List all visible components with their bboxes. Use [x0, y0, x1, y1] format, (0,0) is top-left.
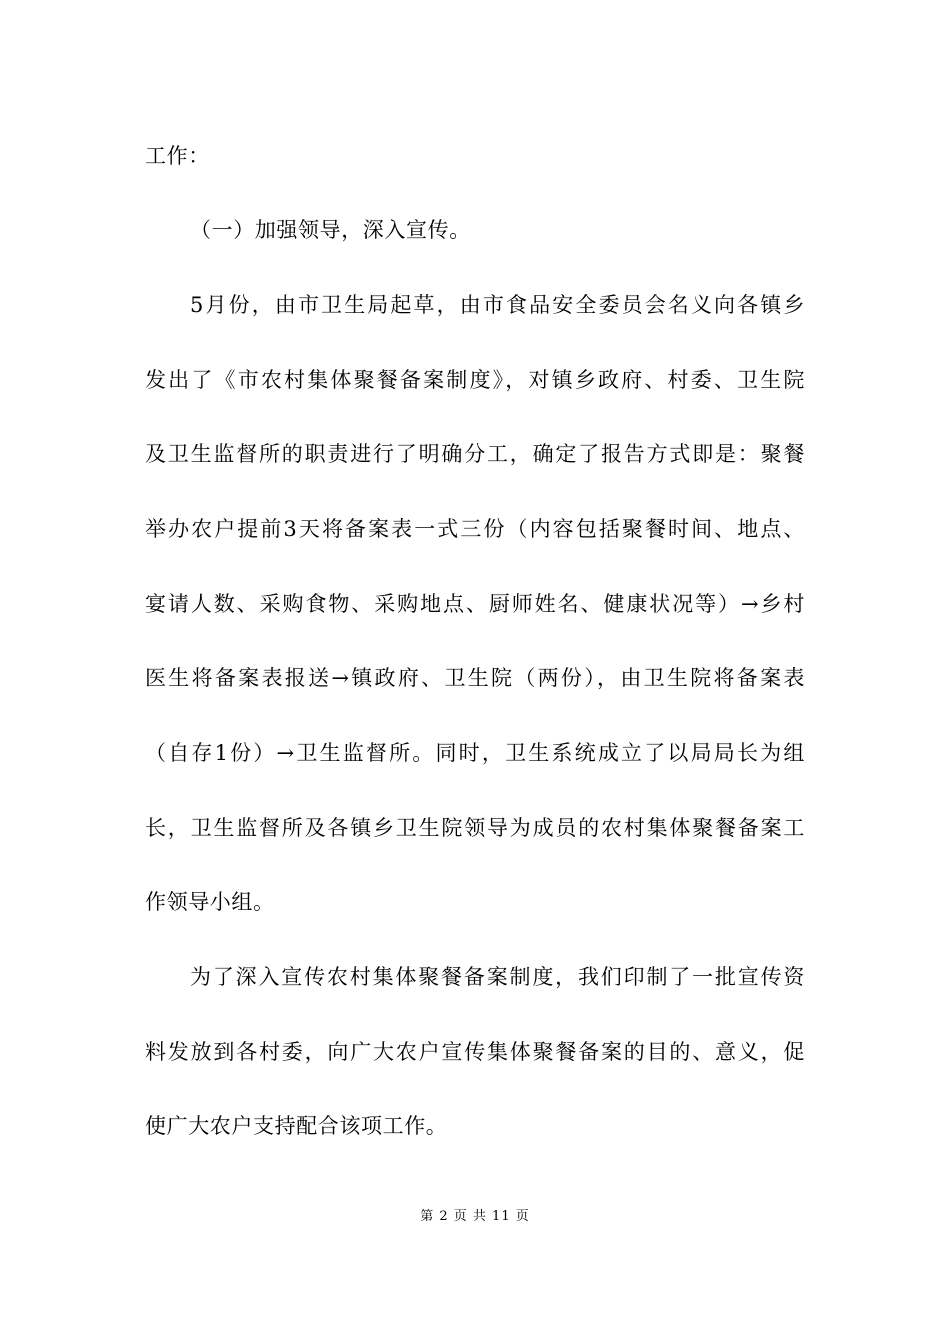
body-text-line: 及卫生监督所的职责进行了明确分工，确定了报告方式即是：聚餐 [145, 442, 805, 466]
body-text-line: 长，卫生监督所及各镇乡卫生院领导为成员的农村集体聚餐备案工 [145, 816, 805, 840]
body-text-line: 宴请人数、采购食物、采购地点、厨师姓名、健康状况等）→乡村 [145, 592, 805, 616]
body-text-line: 为了深入宣传农村集体聚餐备案制度，我们印制了一批宣传资 [190, 965, 805, 989]
body-text-line: 使广大农户支持配合该项工作。 [145, 1114, 448, 1138]
body-text-line: 工作： [145, 144, 210, 168]
body-text-line: 料发放到各村委，向广大农户宣传集体聚餐备案的目的、意义，促 [145, 1040, 805, 1064]
body-text-line: 举办农户提前3天将备案表一式三份（内容包括聚餐时间、地点、 [145, 517, 805, 541]
body-text-line: 5月份，由市卫生局起草，由市食品安全委员会名义向各镇乡 [190, 293, 805, 317]
body-text-line: 发出了《市农村集体聚餐备案制度》，对镇乡政府、村委、卫生院 [145, 368, 805, 392]
page-number-footer: 第 2 页 共 11 页 [420, 1209, 530, 1224]
section-heading: （一）加强领导，深入宣传。 [190, 218, 471, 242]
body-text-line: （自存1份）→卫生监督所。同时，卫生系统成立了以局局长为组 [145, 741, 805, 765]
body-text-line: 医生将备案表报送→镇政府、卫生院（两份），由卫生院将备案表 [145, 666, 805, 690]
body-text-line: 作领导小组。 [145, 890, 275, 914]
